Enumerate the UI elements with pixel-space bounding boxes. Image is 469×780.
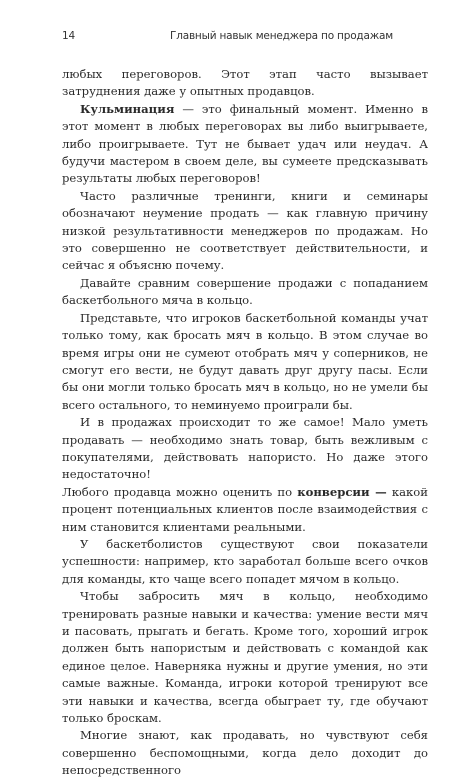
paragraph <box>62 727 428 779</box>
term-conversion: конверсии — <box>297 484 387 499</box>
paragraph-conversion <box>62 484 428 536</box>
paragraph-text: Любого продавца можно оценить по <box>62 484 298 499</box>
paragraph-climax <box>62 101 428 188</box>
running-title: Главный навык менеджера по продажам <box>170 30 393 42</box>
paragraph <box>62 275 428 310</box>
paragraph-text: Часто различные тренинги, книги и семинары обозначают неумение продать — как главную причину низкой результативности менеджеров по продажам. Но это совершенно не соответствует действительности, и сейчас я объясню почему. <box>62 188 428 273</box>
page-number: 14 <box>62 30 75 42</box>
paragraph-text: какой процент потенциальных клиентов после взаимодействия с ним становится клиентами реальными. <box>62 484 428 534</box>
paragraph-text: Представьте, что игроков баскетбольной команды учат только тому, как бросать мяч в кольцо. В этом случае во время игры они не сумеют отобрать мяч у соперников, не смогут его вести, не будут давать друг другу пасы. Если бы они могли только бросать мяч в кольцо, но не умели бы всего остального, то неминуемо проиграли бы. <box>62 310 428 412</box>
paragraph-continued <box>62 66 428 101</box>
term-climax: Кульминация <box>80 101 175 116</box>
body-text <box>62 66 428 780</box>
paragraph-text: У баскетболистов существуют свои показатели успешности: например, кто заработал больше всего очков для команды, кто чаще всего попадет мячом в кольцо. <box>62 536 428 586</box>
paragraph-text: Многие знают, как продавать, но чувствуют себя совершенно беспомощными, когда дело доходит до непосредственного <box>62 728 428 778</box>
paragraph <box>62 414 428 484</box>
paragraph <box>62 536 428 588</box>
paragraph <box>62 188 428 275</box>
paragraph <box>62 588 428 727</box>
paragraph-text: И в продажах происходит то же самое! Мало уметь продавать — необходимо знать товар, быть вежливым с покупателями, действовать напористо. Но даже этого недостаточно! <box>62 415 428 482</box>
paragraph-text: — это финальный момент. Именно в этот момент в любых переговорах вы либо выигрываете, либо проигрываете. Тут не бывает удач или неудач. А будучи мастером в своем деле, вы сумеете предсказывать результаты любых переговоров! <box>62 101 428 186</box>
paragraph-text: Чтобы забросить мяч в кольцо, необходимо тренировать разные навыки и качества: умение вести мяч и пасовать, прыгать и бегать. Кроме того, хороший игрок должен быть напористым и действовать с командой как единое целое. Наверняка нужны и другие умения, но эти самые важные. Команда, игроки которой тренируют все эти навыки и качества, всегда обыграет ту, где обучают только броскам. <box>62 589 428 726</box>
paragraph-text: любых переговоров. Этот этап часто вызывает затруднения даже у опытных продавцов. <box>62 67 428 99</box>
paragraph-text: Давайте сравним совершение продажи с попаданием баскетбольного мяча в кольцо. <box>62 275 428 308</box>
running-header <box>62 30 429 46</box>
paragraph <box>62 310 428 414</box>
